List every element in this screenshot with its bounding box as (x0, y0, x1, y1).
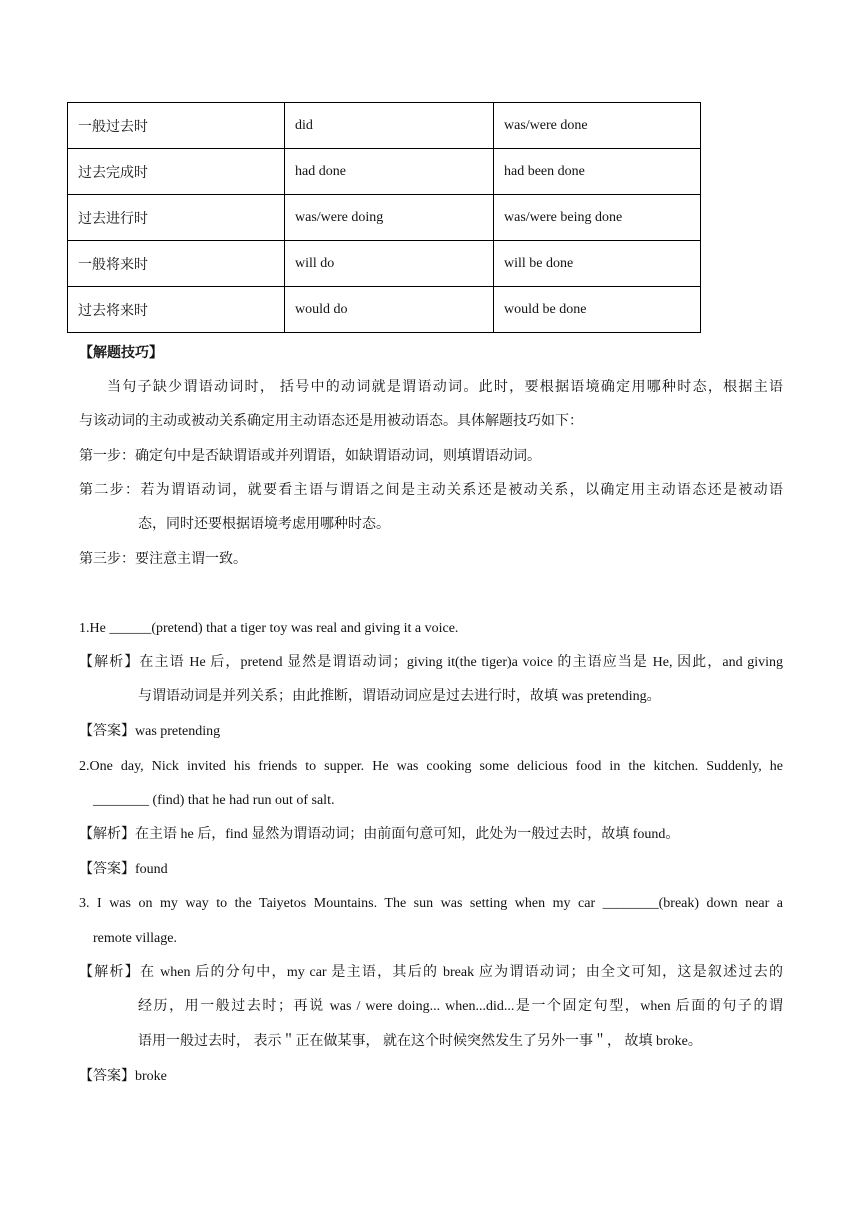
question-1-analysis-continued: 与谓语动词是并列关系；由此推断，谓语动词应是过去进行时，故填 was pretending。 (138, 689, 661, 704)
question-1: 1.He ______(pretend) that a tiger toy was real and giving it a voice. (79, 621, 459, 636)
table-row (68, 195, 701, 241)
table-row (68, 103, 701, 149)
question-3-analysis: 【解析】在 when 后的分句中，my car 是主语，其后的 break 应为谓语动词；由全文可知，这是叙述过去的 (79, 965, 783, 980)
tips-paragraph-line: 与该动词的主动或被动关系确定用主动语态还是用被动语态。具体解题技巧如下： (79, 414, 583, 429)
table-cell: was/were doing (285, 195, 494, 241)
question-2-answer: 【答案】found (79, 862, 168, 877)
table-cell: had been done (494, 149, 701, 195)
question-3-continued: remote village. (93, 931, 177, 946)
tips-step-1: 第一步：确定句中是否缺谓语或并列谓语，如缺谓语动词，则填谓语动词。 (79, 449, 541, 464)
question-2-continued: ________ (find) that he had run out of salt. (93, 793, 335, 808)
table-cell: 过去进行时 (68, 195, 285, 241)
table-cell: was/were being done (494, 195, 701, 241)
table-cell: will do (285, 241, 494, 287)
table-cell: 过去将来时 (68, 287, 285, 333)
question-3-analysis-continued: 经历，用一般过去时；再说 was / were doing... when...did...是一个固定句型，when 后面的句子的谓 (138, 999, 783, 1014)
table-cell: will be done (494, 241, 701, 287)
tips-step-2: 第二步：若为谓语动词，就要看主语与谓语之间是主动关系还是被动关系，以确定用主动语态还是被动语 (79, 483, 783, 498)
tips-paragraph-line: 当句子缺少谓语动词时， 括号中的动词就是谓语动词。此时，要根据语境确定用哪种时态，根据主语 (107, 380, 783, 395)
tips-step-2-continued: 态，同时还要根据语境考虑用哪种时态。 (138, 517, 390, 532)
table-cell: would do (285, 287, 494, 333)
question-3-analysis-continued: 语用一般过去时， 表示＂正在做某事， 就在这个时候突然发生了另外一事＂， 故填 broke。 (138, 1034, 702, 1049)
table-cell: was/were done (494, 103, 701, 149)
table-row (68, 287, 701, 333)
table-cell: had done (285, 149, 494, 195)
table-cell: 过去完成时 (68, 149, 285, 195)
table-cell: 一般将来时 (68, 241, 285, 287)
question-1-analysis: 【解析】在主语 He 后，pretend 显然是谓语动词；giving it(the tiger)a voice 的主语应当是 He, 因此，and giving (79, 655, 783, 670)
question-2-analysis: 【解析】在主语 he 后，find 显然为谓语动词；由前面句意可知，此处为一般过去时，故填 found。 (79, 827, 680, 842)
table-cell: would be done (494, 287, 701, 333)
question-2: 2.One day, Nick invited his friends to supper. He was cooking some delicious food in the kitchen. Suddenly, he (79, 759, 783, 774)
tense-voice-table (67, 102, 701, 333)
table-cell: 一般过去时 (68, 103, 285, 149)
table-cell: did (285, 103, 494, 149)
question-3: 3. I was on my way to the Taiyetos Mountains. The sun was setting when my car ________(break) down near a (79, 896, 783, 911)
question-3-answer: 【答案】broke (79, 1069, 167, 1084)
tips-heading: 【解题技巧】 (79, 346, 163, 361)
table-row (68, 149, 701, 195)
question-1-answer: 【答案】was pretending (79, 724, 221, 739)
table-row (68, 241, 701, 287)
tips-step-3: 第三步：要注意主谓一致。 (79, 552, 247, 567)
